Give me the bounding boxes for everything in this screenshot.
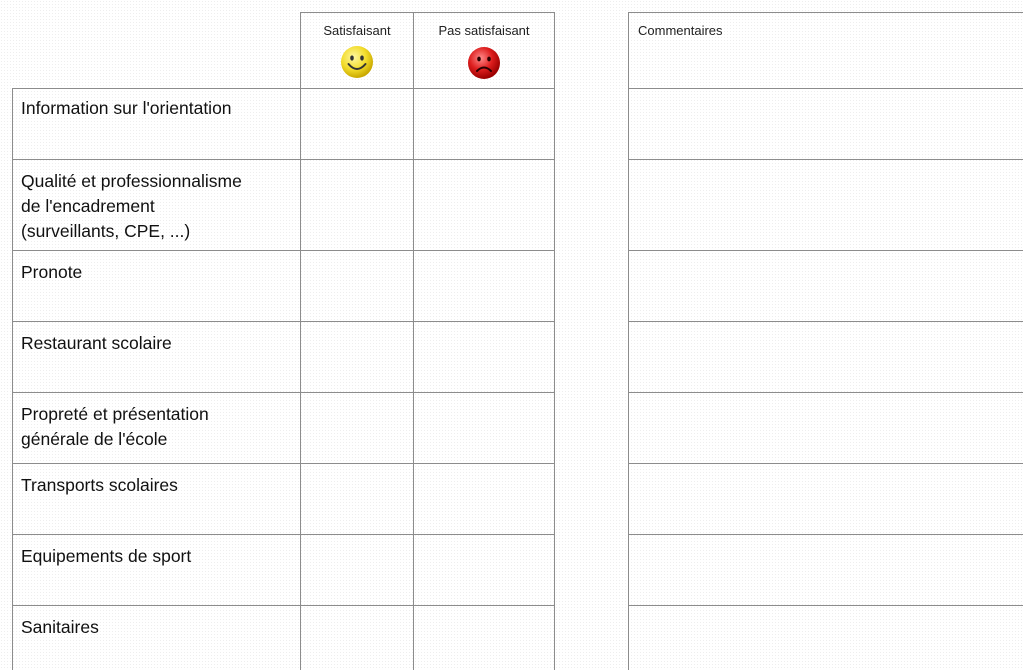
comment-cell[interactable] (629, 535, 1023, 605)
row-label-line: générale de l'école (21, 429, 168, 449)
row-label-encadrement (21, 169, 301, 244)
unsatisfied-column-header: Pas satisfaisant (438, 23, 530, 38)
grid-line (300, 12, 555, 13)
row-label-restaurant (21, 331, 301, 356)
row-label-line: Propreté et présentation (21, 404, 209, 424)
satisfied-cell[interactable] (301, 322, 413, 392)
satisfied-cell[interactable] (301, 89, 413, 159)
row-label-line: Pronote (21, 262, 83, 282)
comments-column-header: Commentaires (638, 23, 723, 38)
row-label-transports (21, 473, 301, 498)
smiley-sad-icon (466, 45, 502, 81)
unsatisfied-cell[interactable] (414, 535, 554, 605)
row-label-orientation (21, 96, 301, 121)
row-label-sanitaires (21, 615, 301, 640)
row-label-line: Transports scolaires (21, 475, 178, 495)
grid-line (554, 12, 555, 670)
unsatisfied-cell[interactable] (414, 160, 554, 250)
smiley-happy-icon (339, 44, 375, 80)
comment-cell[interactable] (629, 89, 1023, 159)
row-label-sport (21, 544, 301, 569)
comment-cell[interactable] (629, 464, 1023, 534)
row-label-line: (surveillants, CPE, ...) (21, 221, 191, 241)
row-label-proprete (21, 402, 301, 452)
row-label-line: Sanitaires (21, 617, 99, 637)
satisfied-cell[interactable] (301, 535, 413, 605)
row-label-line: de l'encadrement (21, 196, 155, 216)
satisfied-cell[interactable] (301, 464, 413, 534)
unsatisfied-cell[interactable] (414, 606, 554, 670)
unsatisfied-cell[interactable] (414, 393, 554, 463)
satisfied-cell[interactable] (301, 393, 413, 463)
grid-line (628, 12, 1023, 13)
row-label-line: Qualité et professionnalisme (21, 171, 242, 191)
comment-cell[interactable] (629, 322, 1023, 392)
satisfied-column-header: Satisfaisant (323, 23, 391, 38)
grid-line (12, 88, 13, 670)
comment-cell[interactable] (629, 606, 1023, 670)
unsatisfied-cell[interactable] (414, 251, 554, 321)
row-label-line: Equipements de sport (21, 546, 192, 566)
comment-cell[interactable] (629, 393, 1023, 463)
unsatisfied-cell[interactable] (414, 322, 554, 392)
row-label-line: Restaurant scolaire (21, 333, 172, 353)
unsatisfied-cell[interactable] (414, 89, 554, 159)
satisfied-cell[interactable] (301, 160, 413, 250)
row-label-line: Information sur l'orientation (21, 98, 232, 118)
row-label-pronote (21, 260, 301, 285)
satisfied-cell[interactable] (301, 606, 413, 670)
satisfied-cell[interactable] (301, 251, 413, 321)
comment-cell[interactable] (629, 160, 1023, 250)
comment-cell[interactable] (629, 251, 1023, 321)
unsatisfied-cell[interactable] (414, 464, 554, 534)
